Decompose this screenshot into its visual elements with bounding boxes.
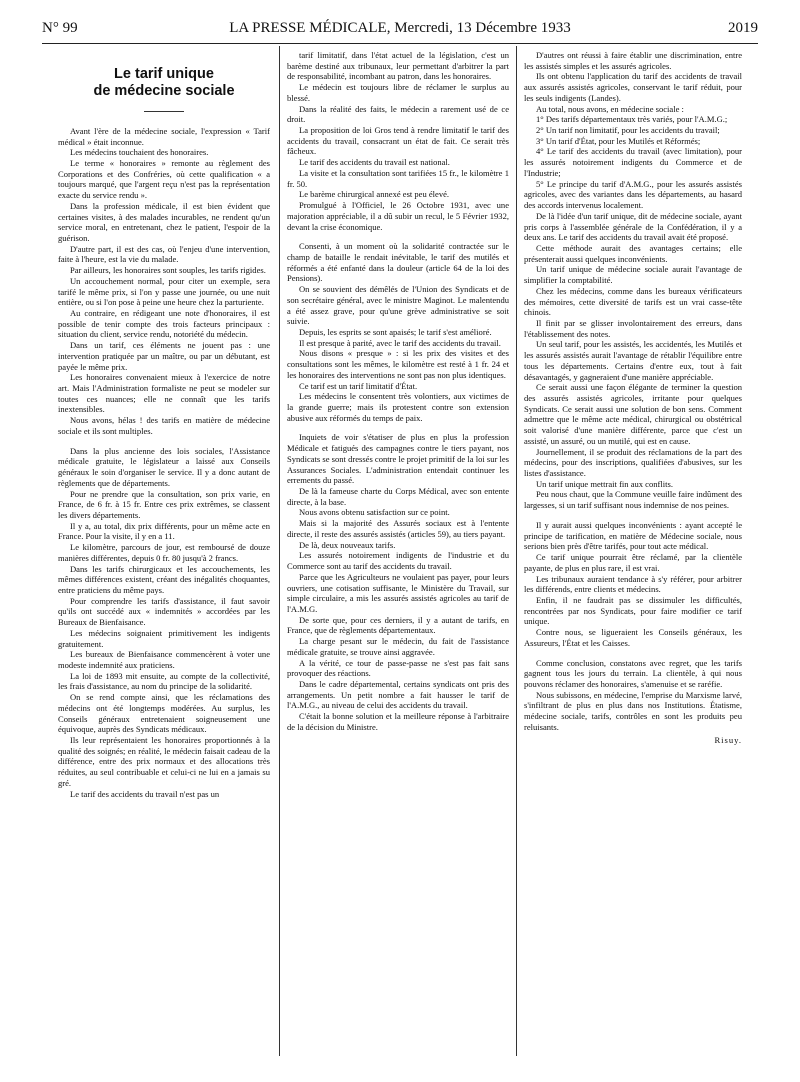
paragraph: Enfin, il ne faudrait pas se dissimuler les difficultés, rencontrées par nos Syndicats, pour faire modifier ce tarif unique. xyxy=(524,594,742,627)
paragraph: Parce que les Agriculteurs ne voulaient pas payer, pour leurs ouvriers, une cotisation suffisante, le Ministère du Travail, sur simple circulaire, a mis les assurés assistés agricoles au tarif de l'A.M.G. xyxy=(287,571,509,614)
paragraph: De là, deux nouveaux tarifs. xyxy=(299,539,396,550)
paragraph: 3° Un tarif d'État, pour les Mutilés et Réformés; xyxy=(536,135,701,146)
paragraph: Les tribunaux auraient tendance à s'y référer, pour arbitrer les différends, entre clients et médecins. xyxy=(524,573,742,595)
paragraph: La charge pesant sur le médecin, du fait de l'assistance médicale gratuite, se trouve ainsi aggravée. xyxy=(287,636,509,657)
paragraph: 5° Le principe du tarif d'A.M.G., pour les assurés assistés agricoles, avec des variantes dans les départements, au hasard des accords intervenus localement. xyxy=(524,178,742,211)
paragraph: Le kilomètre, parcours de jour, est remboursé de douze manières différentes, depuis 0 fr. 80 jusqu'à 2 francs. xyxy=(58,542,270,563)
paragraph: Le tarif des accidents du travail est national. xyxy=(299,157,450,168)
article-title-line-2: de médecine sociale xyxy=(93,83,235,100)
paragraph: Dans les tarifs chirurgicaux et les accouchements, les mêmes différences existent, créant des inégalités choquantes, entre praticiens du même pays. xyxy=(58,563,270,595)
paragraph: Un seul tarif, pour les assistés, les accidentés, les Mutilés et les assurés assistés aurait l'avantage de rétablir l'équilibre entre tous les départements. Certains d'entre eux, tout à fait désavantagés, y gagneraient d'une manière appréciable. xyxy=(524,339,742,382)
paragraph: Mais si la majorité des Assurés sociaux est à l'entente directe, il reste des assurés assistés (articles 59), au tiers payant. xyxy=(287,518,509,539)
page-number: 2019 xyxy=(728,20,758,36)
paragraph: Nous avons obtenu satisfaction sur ce point. xyxy=(299,507,450,518)
paragraph: Consenti, à un moment où la solidarité contractée sur le champ de bataille le rendait inévitable, le tarif des mutilés et réformés a été enfanté dans la douleur (article 64 de la loi des Pensions). xyxy=(287,241,509,284)
paragraph: Cette méthode aurait des avantages certains; elle présenterait aussi quelques inconvénients. xyxy=(524,242,742,264)
paragraph: Dans la profession médicale, il est bien évident que certaines visites, à des malades incurables, ne rendent qu'un service moral, en entretenant, chez le patient, l'espoir de la guérison. xyxy=(58,200,270,243)
paragraph: Le tarif des accidents du travail n'est pas un xyxy=(70,788,220,799)
paragraph: Le terme « honoraires » remonte au règlement des Corporations et des Confréries, où cette qualification « a toujours marqué, que l'argent reçu n'est pas la représentation exacte du service rendu ». xyxy=(58,157,270,201)
title-underline xyxy=(144,111,184,112)
paragraph: D'autres ont réussi à faire établir une discrimination, entre les assistés simples et les assurés agricoles. xyxy=(524,50,742,71)
paragraph: 2° Un tarif non limitatif, pour les accidents du travail; xyxy=(536,125,720,136)
paragraph: Pour ne prendre que la consultation, son prix varie, en France, de 6 fr. à 15 fr. Entre ces prix extrêmes, se classent les divers départements. xyxy=(58,488,270,520)
paragraph: Au contraire, en rédigeant une note d'honoraires, il est possible de tenir compte des trois facteurs principaux : situation du client, service rendu, notoriété du médecin. xyxy=(58,308,270,340)
paragraph: De là la fameuse charte du Corps Médical, avec son entente directe, à la base. xyxy=(287,486,509,507)
page-header xyxy=(42,20,758,40)
paragraph: Depuis, les esprits se sont apaisés; le tarif s'est amélioré. xyxy=(299,326,492,337)
column-divider xyxy=(516,46,517,1056)
article-title-line-1: Le tarif unique xyxy=(114,66,214,82)
column-divider xyxy=(279,46,280,1056)
paragraph: La proposition de loi Gros tend à rendre limitatif le tarif des accidents du travail, consacrant un état de fait. Ce serait très fâcheux. xyxy=(287,125,509,157)
paragraph: Nous subissons, en médecine, l'emprise du Marxisme larvé, s'infiltrant de plus en plus dans nos Institutions. Étatisme, médecine sociale, tarifs, contrôles en sont les produits peu reluisants. xyxy=(524,689,742,732)
paragraph: Ce tarif est un tarif limitatif d'État. xyxy=(299,380,418,391)
paragraph: Peu nous chaut, que la Commune veuille faire indûment des largesses, si un tarif suffisant nous indemnise de nos peines. xyxy=(524,489,742,511)
paragraph: Les assurés notoirement indigents de l'industrie et du Commerce sont au tarif des accidents du travail. xyxy=(287,550,509,572)
paragraph: Les médecins soignaient primitivement les indigents gratuitement. xyxy=(58,627,270,649)
paragraph: Contre nous, se ligueraient les Conseils généraux, les Assureurs, l'État et les Caisses. xyxy=(524,627,742,648)
issue-number: N° 99 xyxy=(42,20,78,36)
paragraph: Par ailleurs, les honoraires sont souples, les tarifs rigides. xyxy=(70,265,266,276)
paragraph: Comme conclusion, constatons avec regret, que les tarifs gagnent tous les jours du terrain. La clientèle, à qui nous pouvons réclamer des honoraires, s'amenuise et se raréfie. xyxy=(524,657,742,689)
paragraph: Ce tarif unique pourrait être réclamé, par la clientèle payante, de plus en plus rare, il est vrai. xyxy=(524,552,742,573)
paragraph: Avant l'ère de la médecine sociale, l'expression « Tarif médical » était inconnue. xyxy=(58,125,270,147)
paragraph: Les bureaux de Bienfaisance commencèrent à voter une modeste indemnité aux praticiens. xyxy=(58,649,270,670)
paragraph: Inquiets de voir s'étatiser de plus en plus la profession Médicale et fatigués des campagnes contre le tiers payant, nos Syndicats se sont dressés contre le projet primitif de la loi sur les Assurances Sociales. L'administration entendait continuer les errements du passé. xyxy=(287,432,509,486)
paragraph: Dans le cadre départemental, certains syndicats ont pris des arrangements. Un petit nombre a fait hausser le tarif de l'A.M.G., au niveau de celui des accidents du travail. xyxy=(287,678,509,711)
paragraph: La visite et la consultation sont tarifiées 15 fr., le kilomètre 1 fr. 50. xyxy=(287,167,509,189)
paragraph: C'était la bonne solution et la meilleure réponse à l'arbitraire de la décision du Ministre. xyxy=(287,711,509,732)
paragraph: Le barème chirurgical annexé est peu élevé. xyxy=(299,189,450,200)
paragraph: 4° Le tarif des accidents du travail (avec limitation), pour les assurés notoirement indigents du Commerce et de l'Industrie; xyxy=(524,146,742,178)
paragraph: A la vérité, ce tour de passe-passe ne s'est pas fait sans provoquer des réactions. xyxy=(287,657,509,679)
paragraph: Ils leur représentaient les honoraires proportionnés à la qualité des soignés; en réalité, le médecin faisait cadeau de la différence, entre des prix normaux et des allocations très réduites, au seul contribuable et celui-ci ne lui en a jamais su gré. xyxy=(58,735,270,788)
paragraph: On se rend compte ainsi, que les réclamations des médecins ont été longtemps modérées. Au surplus, les Conseils généraux entretenaient soigneusement une équivoque, auprès des Syndicats médicaux. xyxy=(58,692,270,735)
paragraph: La loi de 1893 mit ensuite, au compte de la collectivité, les frais d'assistance, au nom du principe de la solidarité. xyxy=(58,670,270,692)
paragraph: De sorte que, pour ces derniers, il y a autant de tarifs, en France, que de règlements départementaux. xyxy=(287,614,509,636)
paragraph: Chez les médecins, comme dans les bureaux vérificateurs des mémoires, cette diversité de tarifs est un vrai casse-tête chinois. xyxy=(524,285,742,318)
paragraph: 1° Des tarifs départementaux très variés, pour l'A.M.G.; xyxy=(536,114,728,125)
paragraph: On se souvient des démêlés de l'Union des Syndicats et de son secrétaire général, avec le ministre Maginot. Le malentendu a été assez grave, pour qu'une grève administrative se soit suivie. xyxy=(287,284,509,327)
author-signature: Risuy. xyxy=(714,734,742,745)
paragraph: Ils ont obtenu l'application du tarif des accidents de travail aux assurés assistés agricoles, conservant le tarif réduit, pour les seuls indigents (Landes). xyxy=(524,71,742,103)
paragraph: De là l'idée d'un tarif unique, dit de médecine sociale, ayant pris corps à l'assemblée générale de la Confédération, il y a deux ans. Le tarif des accidents du travail avait été proposé. xyxy=(524,210,742,243)
paragraph: Nous avons, hélas ! des tarifs en matière de médecine sociale et ils sont multiples. xyxy=(58,415,270,436)
paragraph: Dans un tarif, ces éléments ne jouent pas : une intervention pratiquée par un maître, ou par un débutant, est payée le même prix. xyxy=(58,340,270,372)
paragraph: Un accouchement normal, pour citer un exemple, sera tarifé le même prix, si l'on y passe une journée, ou une nuit entière, ou si l'on pose à peine une heure chez la parturiente. xyxy=(58,275,270,308)
paragraph: Les honoraires convenaient mieux à l'exercice de notre art. Mais l'Administration formaliste ne peut se modeler sur toutes ces nuances; elle ne connaît que les tarifs inextensibles. xyxy=(58,372,270,415)
paragraph: Ce serait aussi une façon élégante de terminer la question des assurés assistés agricoles, irritante pour quelques Syndicats. Ce serait aussi une solution de bon sens. Comment admettre que le même acte médical, chirurgical ou obstétrical soit valorisé d'une manière différente, parce que c'est un assisté, un assuré, ou un mutilé, qui est en cause. xyxy=(524,382,742,446)
paragraph: Nous disons « presque » : si les prix des visites et des consultations sont les mêmes, le kilomètre est resté à 1 fr. 24 et les honoraires des interventions ne sont pas non plus identiques. xyxy=(287,348,509,380)
paragraph: tarif limitatif, dans l'état actuel de la législation, c'est un barème destiné aux tribunaux, leur permettant d'arbitrer la part de responsabilité, incombant au patron, dans les honoraires. xyxy=(287,50,509,82)
paragraph: D'autre part, il est des cas, où l'enjeu d'une intervention, faite à l'heure, est la vie du malade. xyxy=(58,243,270,265)
paragraph: Il y a, au total, dix prix différents, pour un même acte en France. Pour la visite, il y en a 11. xyxy=(58,520,270,542)
paragraph: Un tarif unique mettrait fin aux conflits. xyxy=(536,478,673,489)
article-title xyxy=(58,66,270,101)
paragraph: Le médecin est toujours libre de réclamer le surplus au blessé. xyxy=(287,82,509,103)
paragraph: Il y aurait aussi quelques inconvénients : ayant accepté le principe de tarification, en matière de Médecine sociale, nous serions bien près d'être tarifés, pour tout acte médical. xyxy=(524,519,742,552)
paragraph: Les médecins touchaient des honoraires. xyxy=(70,147,209,158)
paragraph: Journellement, il se produit des réclamations de la part des médecins, pour des inscriptions, qualifiées d'abusives, sur les listes d'assistance. xyxy=(524,446,742,479)
text-column-1 xyxy=(58,50,270,1060)
paragraph: Promulgué à l'Officiel, le 26 Octobre 1931, avec une majoration appréciable, il a dû subir un recul, le 5 Février 1932, devant la crise économique. xyxy=(287,200,509,232)
paragraph: Il finit par se glisser involontairement des erreurs, dans l'établissement des notes. xyxy=(524,317,742,339)
header-rule xyxy=(42,43,758,44)
paragraph: Dans la plus ancienne des lois sociales, l'Assistance médicale gratuite, le législateur a laissé aux Conseils généraux le soin d'organiser le service. Il y a donc autant de règlements que de départements. xyxy=(58,445,270,488)
paragraph: Un tarif unique de médecine sociale aurait l'avantage de simplifier la comptabilité. xyxy=(524,264,742,286)
journal-title-date: LA PRESSE MÉDICALE, Mercredi, 13 Décembre 1933 xyxy=(229,20,571,36)
paragraph: Les médecins le consentent très volontiers, aux victimes de la grande guerre; mais ils protestent contre son extension abusive aux réformés du temps de paix. xyxy=(287,391,509,423)
paragraph: Dans la réalité des faits, le médecin a rarement usé de ce droit. xyxy=(287,103,509,125)
text-column-2 xyxy=(287,50,509,1060)
text-column-3 xyxy=(524,50,742,1060)
paragraph: Il est presque à parité, avec le tarif des accidents du travail. xyxy=(299,337,501,348)
paragraph: Au total, nous avons, en médecine sociale : xyxy=(536,103,684,114)
paragraph: Pour comprendre les tarifs d'assistance, il faut savoir qu'ils ont succédé aux « indemnités » accordées par les Bureaux de Bienfaisance. xyxy=(58,595,270,628)
